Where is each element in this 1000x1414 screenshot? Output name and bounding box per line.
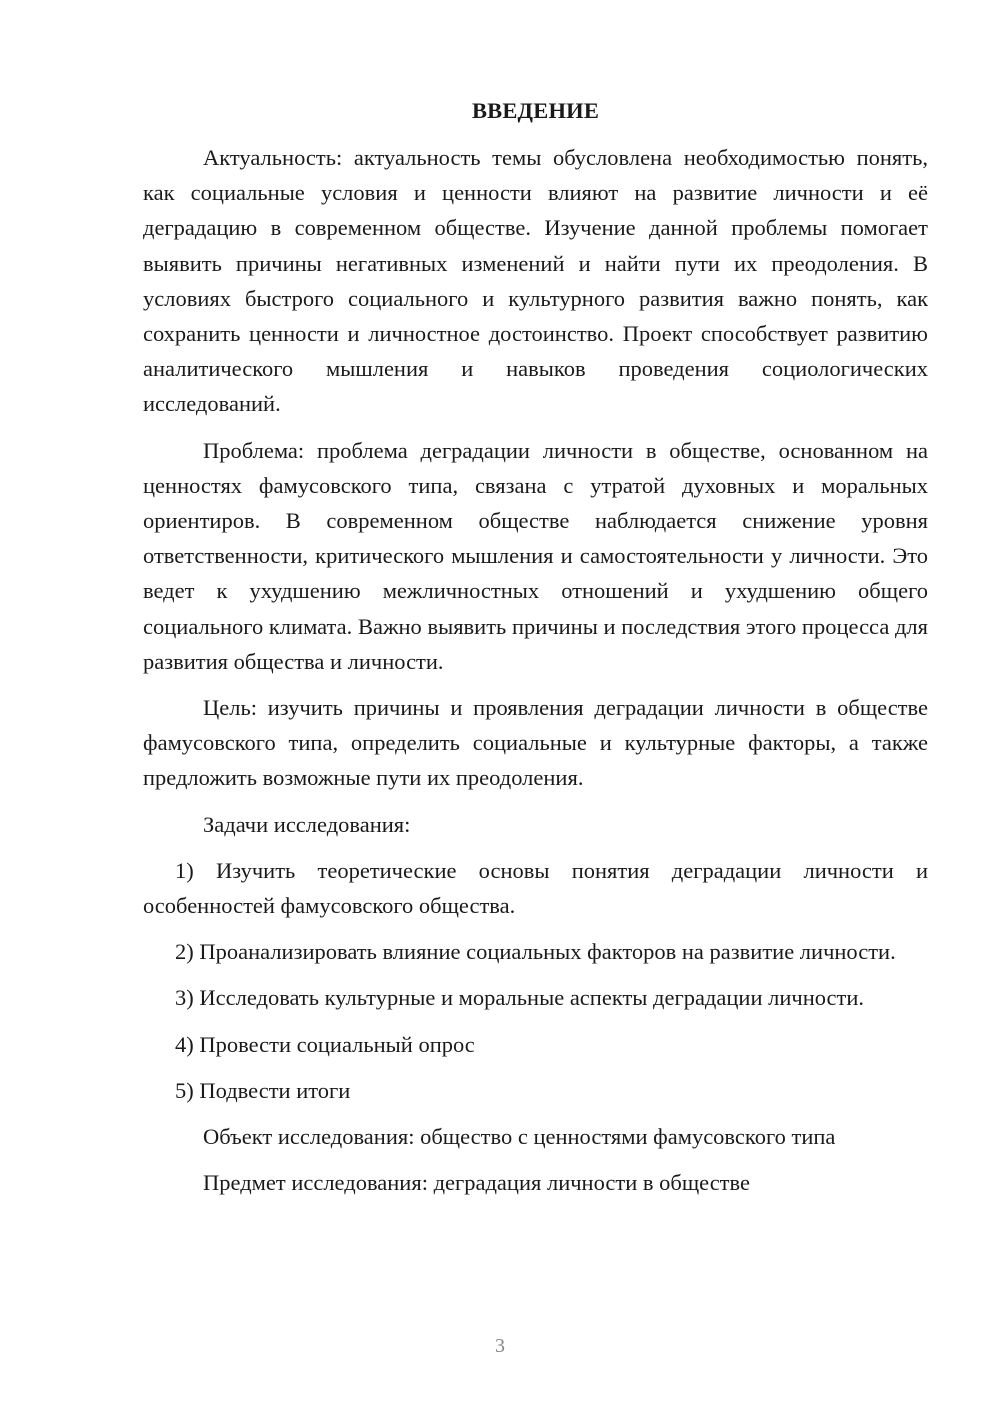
task-item-4: 4) Провести социальный опрос [175,1031,475,1057]
task-item-5: 5) Подвести итоги [175,1077,351,1103]
research-subject: Предмет исследования: деградация личности в обществе [203,1170,750,1196]
task-item-2: 2) Проанализировать влияние социальных факторов на развитие личности. [175,939,896,965]
relevance-paragraph: Актуальность: актуальность темы обусловлена необходимостью понять, как социальные условия и ценности влияют на развитие личности и её деградацию в современном обществе. Изучение данной проблемы помогает выявить причины негативных изменений и найти пути их преодоления. В условиях быстрого социального и культурного развития важно понять, как сохранить ценности и личностное достоинство. Проект способствует развитию аналитического мышления и навыков проведения социологических исследований. [143,145,928,417]
document-body [143,96,928,1211]
page-title: ВВЕДЕНИЕ [471,98,600,123]
task-item-1: 1) Изучить теоретические основы понятия деградации личности и особенностей фамусовского общества. [143,857,928,919]
problem-paragraph: Проблема: проблема деградации личности в обществе, основанном на ценностях фамусовского типа, связана с утратой духовных и моральных ориентиров. В современном обществе наблюдается снижение уровня ответственности, критического мышления и самостоятельности у личности. Это ведет к ухудшению межличностных отношений и ухудшению общего социального климата. Важно выявить причины и последствия этого процесса для развития общества и личности. [143,437,928,674]
task-item-3: 3) Исследовать культурные и моральные аспекты деградации личности. [175,985,865,1011]
tasks-heading: Задачи исследования: [203,811,411,837]
goal-paragraph: Цель: изучить причины и проявления деградации личности в обществе фамусовского типа, определить социальные и культурные факторы, а также предложить возможные пути их преодоления. [143,695,928,791]
page-number: 3 [495,1335,505,1357]
research-object: Объект исследования: общество с ценностями фамусовского типа [203,1124,836,1150]
